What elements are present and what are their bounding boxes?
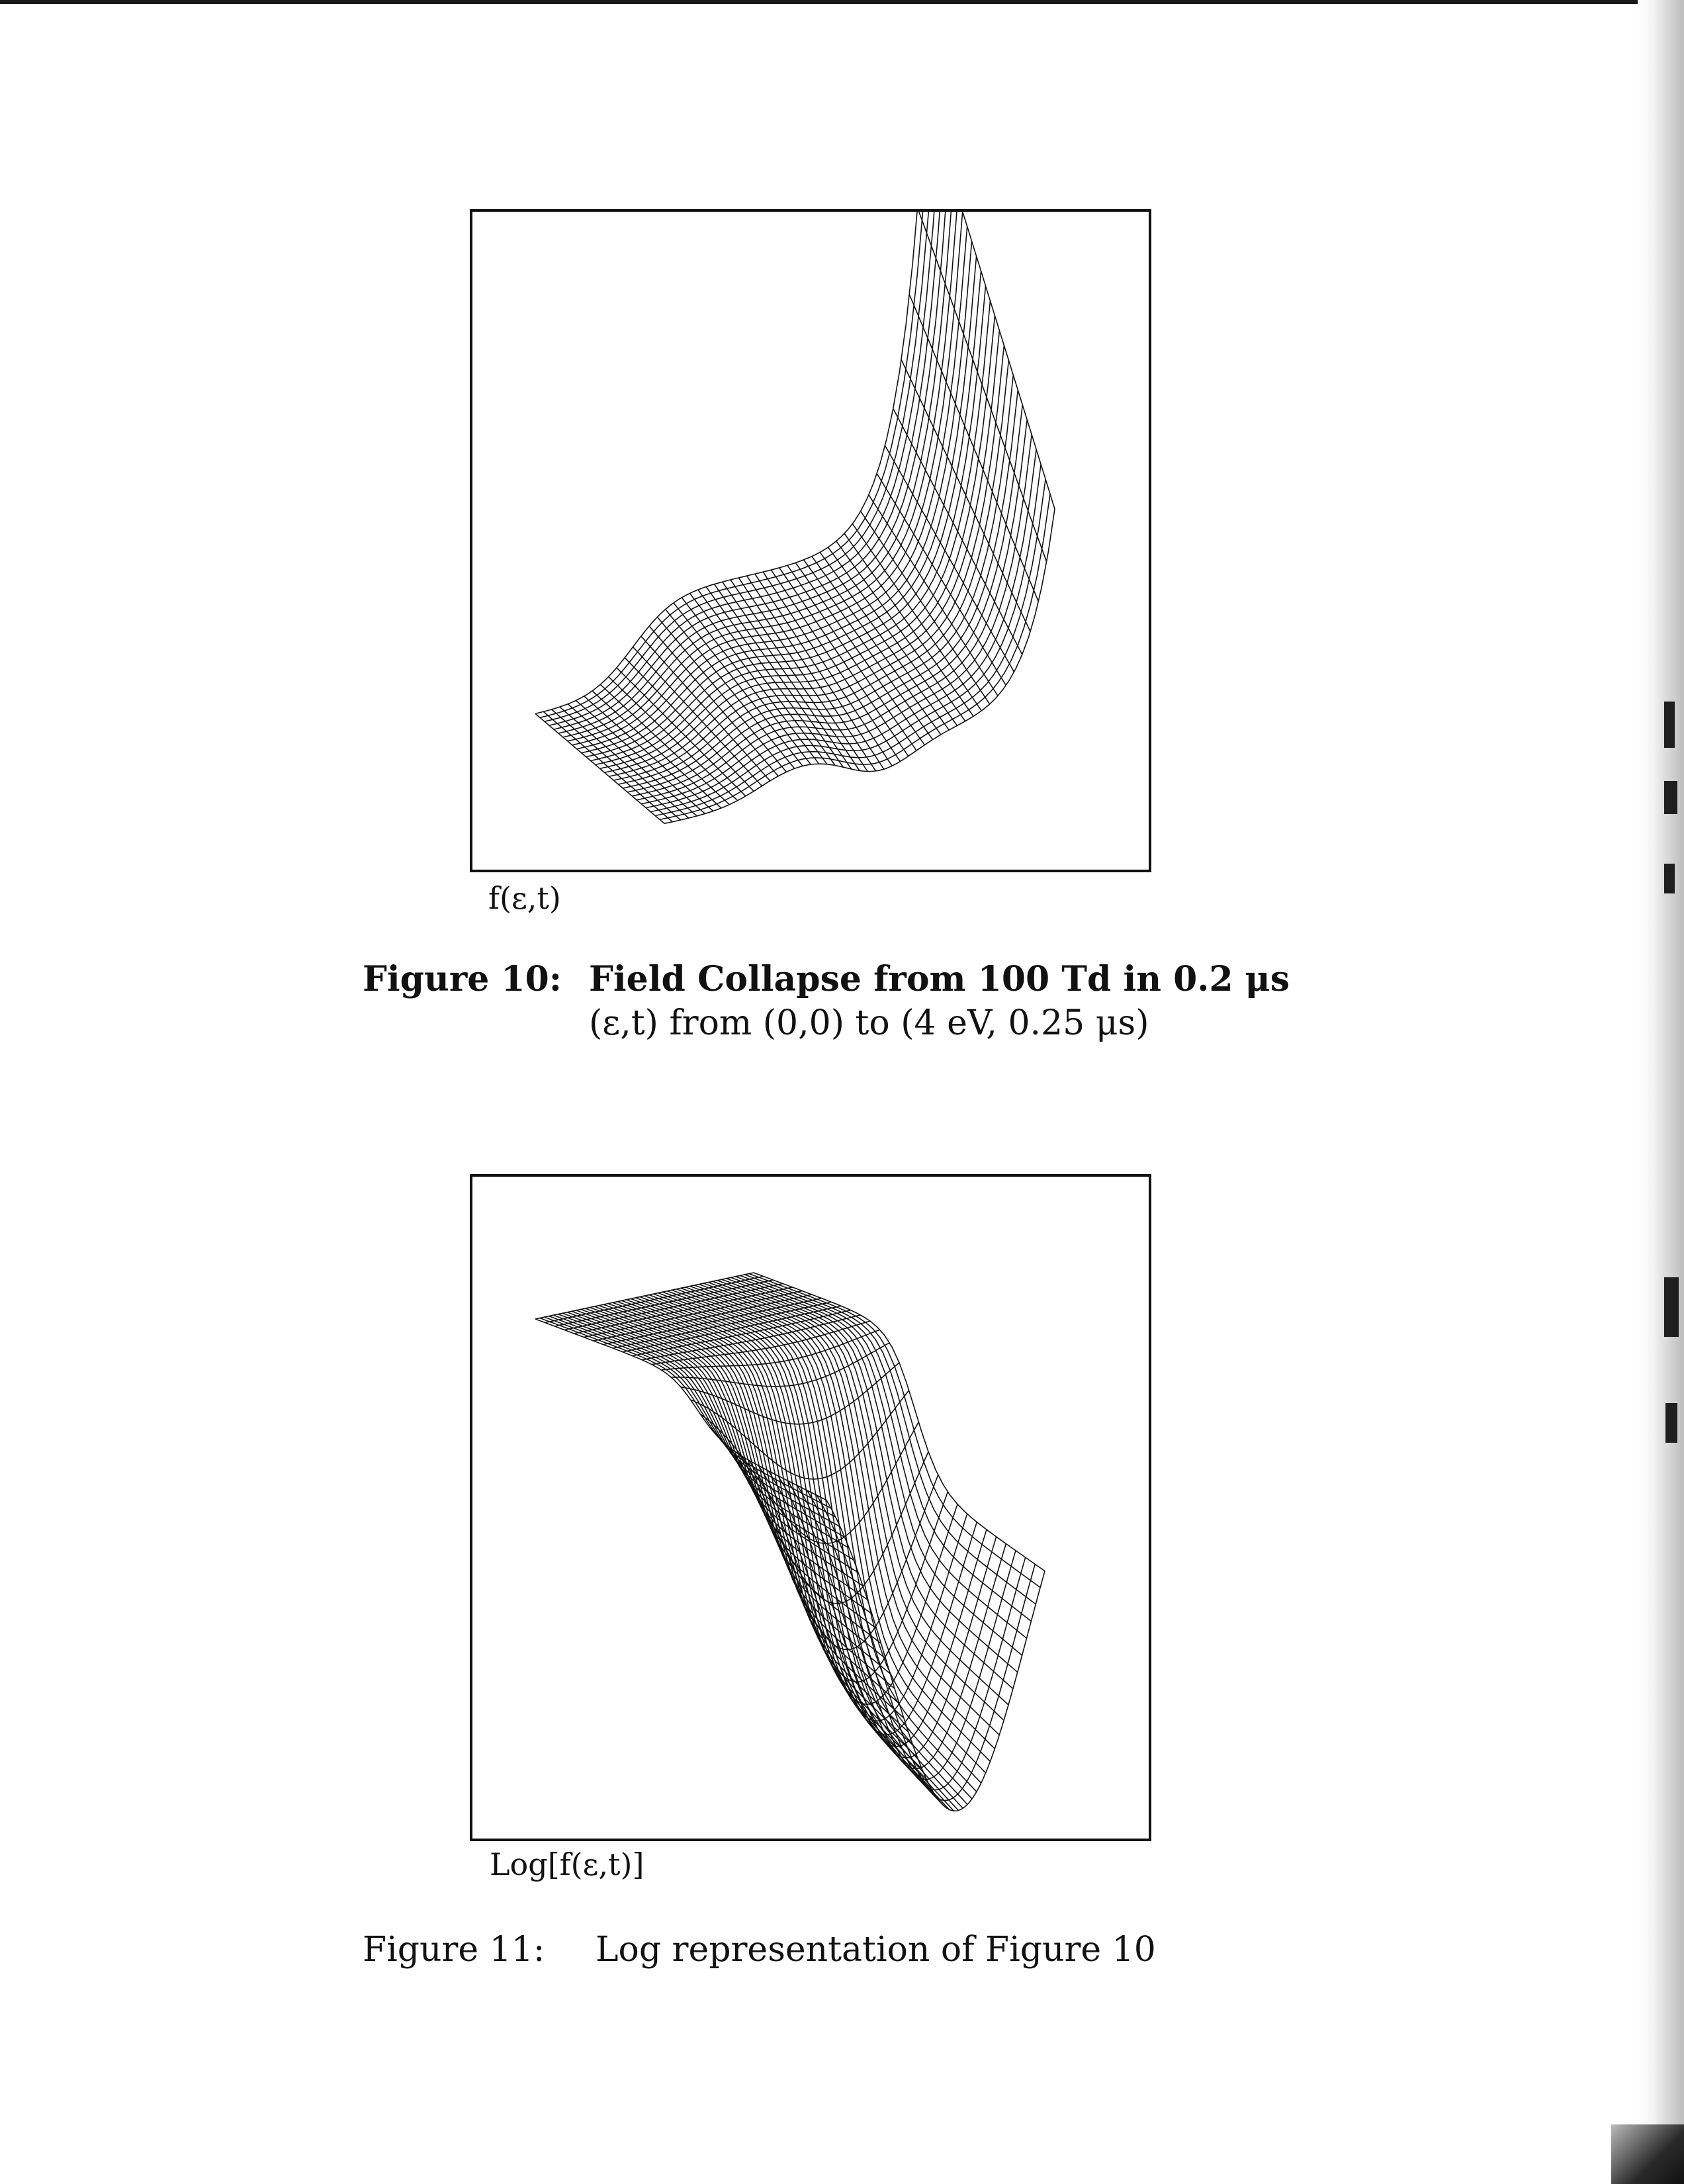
- scan-top-edge: [0, 0, 1684, 4]
- figure-10-surface-gridline: [649, 626, 778, 776]
- scan-mark: [1664, 702, 1675, 748]
- figure-11-surface-gridline: [590, 1308, 881, 1644]
- figure-10-surface-gridline: [558, 212, 949, 733]
- figure-10-surface-gridline: [554, 212, 944, 729]
- scan-mark: [1665, 1403, 1677, 1443]
- figure-11-surface: [535, 1273, 1045, 1811]
- figure-11-caption: [363, 1929, 1156, 1971]
- scan-mark: [1664, 781, 1677, 814]
- figure-10-surface-gridline: [576, 700, 705, 813]
- figure-10-caption-prefix: Figure 10:: [363, 959, 562, 999]
- figure-10-surface-gridline: [591, 271, 981, 761]
- figure-10-surface-gridline: [535, 713, 664, 823]
- figure-10-surface-gridline: [852, 523, 981, 711]
- figure-10-caption-range: (ε,t) from (0,0) to (4 eV, 0.25 μs): [589, 1003, 1149, 1043]
- scan-corner-shadow: [1611, 2124, 1684, 2184]
- figure-10-caption-title: Field Collapse from 100 Td in 0.2 μs: [589, 959, 1290, 999]
- figure-10-surface-gridline: [674, 603, 803, 766]
- figure-11-caption-title: Log representation of Figure 10: [596, 1930, 1156, 1970]
- figure-10-surface-gridline: [627, 390, 1018, 792]
- figure-10-surface-gridline: [535, 212, 926, 713]
- figure-10-axis-label: f(ε,t): [488, 880, 561, 916]
- scan-mark: [1664, 1277, 1679, 1337]
- figure-10-plot-frame: [470, 209, 1151, 872]
- figure-11-caption-prefix: Figure 11:: [363, 1930, 545, 1970]
- figure-10-surface-gridline: [820, 553, 949, 731]
- figure-10-surface-gridline: [540, 212, 930, 717]
- figure-10-surface-gridline: [568, 704, 697, 816]
- figure-11-surface-gridline: [681, 1363, 899, 1424]
- scan-mark: [1664, 864, 1675, 893]
- figure-10-surface-gridline: [609, 330, 999, 776]
- figure-11-surface-gridline: [807, 1490, 1026, 1790]
- figure-11-surface-plot: [472, 1177, 1149, 1839]
- figure-11-surface-gridline: [581, 1309, 872, 1614]
- figure-10-surface-gridline: [549, 212, 940, 725]
- figure-10-surface-gridline: [731, 580, 860, 771]
- figure-10-surface-gridline: [909, 295, 1038, 602]
- figure-11-plot-frame: [470, 1174, 1151, 1841]
- figure-11-axis-label: Log[f(ε,t)]: [490, 1846, 644, 1882]
- figure-11-surface-gridline: [594, 1306, 885, 1659]
- figure-10-surface-plot: [472, 212, 1149, 870]
- scan-right-shadow: [1638, 0, 1684, 2184]
- figure-10-surface-gridline: [664, 509, 1055, 823]
- figure-10-surface-gridline: [623, 375, 1013, 788]
- figure-10-surface-gridline: [772, 570, 901, 762]
- figure-10-caption: [363, 958, 1290, 1001]
- figure-11-surface-gridline: [740, 1275, 1031, 1621]
- figure-10-surface: [535, 212, 1055, 823]
- figure-11-surface-gridline: [635, 1298, 926, 1780]
